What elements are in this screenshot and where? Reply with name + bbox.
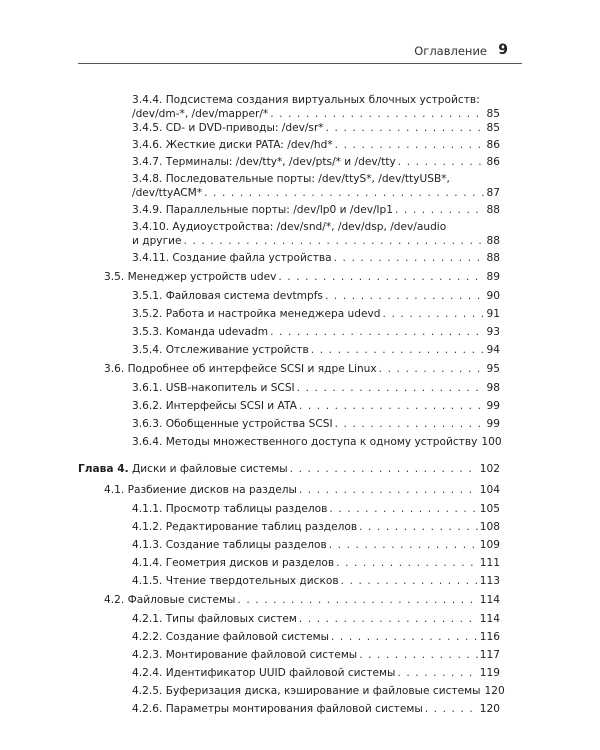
toc-entry-title: 4.2.1. Типы файловых систем <box>132 613 297 625</box>
dot-leader <box>397 666 477 680</box>
dot-leader <box>395 203 485 217</box>
dot-leader <box>329 538 478 552</box>
toc-page-number: 105 <box>479 503 500 515</box>
dot-leader <box>311 343 485 357</box>
toc-page-number: 109 <box>479 539 500 551</box>
toc-entry-title: 3.5. Менеджер устройств udev <box>104 271 277 283</box>
toc-entry-title: 4.1.4. Геометрия дисков и разделов <box>132 557 335 569</box>
toc-entry-3-5-2 <box>132 307 500 321</box>
dot-leader <box>425 702 478 716</box>
toc-entry-title: 3.4.11. Создание файла устройства <box>132 252 332 264</box>
toc-page-number: 111 <box>479 557 500 569</box>
toc-entry-3-5-3 <box>132 325 500 339</box>
toc-entry-title: 3.5.1. Файловая система devtmpfs <box>132 290 323 302</box>
toc-entry-title: 3.5.4. Отслеживание устройств <box>132 344 309 356</box>
toc-page-number: 120 <box>484 685 505 697</box>
toc-entry-3-4-4 <box>132 93 500 121</box>
toc-entry-3-6-1 <box>132 381 500 395</box>
toc-page-number: 90 <box>486 290 500 302</box>
toc-entry-3-4-6 <box>132 138 500 152</box>
toc-entry-title: 4.1.1. Просмотр таблицы разделов <box>132 503 328 515</box>
dot-leader <box>334 251 485 265</box>
toc-page-number: 99 <box>486 418 500 430</box>
page-number: 9 <box>498 42 508 58</box>
toc-entry-3-6 <box>104 362 500 376</box>
toc-entry-title: 3.6.2. Интерфейсы SCSI и ATA <box>132 400 297 412</box>
dot-leader <box>237 593 477 607</box>
toc-page-number: 102 <box>479 463 500 475</box>
toc-entry-title: 4.2.6. Параметры монтирования файловой системы <box>132 703 423 715</box>
toc-page-number: 95 <box>486 363 500 375</box>
toc-entry-title: 3.4.7. Терминалы: /dev/tty*, /dev/pts/* и /dev/tty <box>132 156 396 168</box>
toc-entry-3-5 <box>104 270 500 284</box>
toc-entry-3-4-10 <box>132 220 500 248</box>
toc-entry-title: 3.4.10. Аудиоустройства: /dev/snd/*, /dev/dsp, /dev/audio <box>132 221 447 233</box>
toc-entry-title: 4.2.2. Создание файловой системы <box>132 631 329 643</box>
running-header-title: Оглавление <box>414 44 487 58</box>
dot-leader <box>335 138 485 152</box>
dot-leader <box>341 574 478 588</box>
header-rule <box>78 63 522 64</box>
toc-entry-4-1-2 <box>132 520 500 534</box>
toc-entry-4-2-1 <box>132 612 500 626</box>
toc-entry-title: 4.2. Файловые системы <box>104 594 236 606</box>
toc-entry-3-6-3 <box>132 417 500 431</box>
toc-entry-title: 4.2.5. Буферизация диска, кэширование и файловые системы <box>132 685 481 697</box>
toc-entry-3-5-1 <box>132 289 500 303</box>
toc-entry-4-2-6 <box>132 702 500 716</box>
toc-entry-title-cont: и другие <box>132 235 182 247</box>
toc-entry-title: 4.1. Разбиение дисков на разделы <box>104 484 297 496</box>
dot-leader <box>359 520 478 534</box>
toc-entry-4-2-3 <box>132 648 500 662</box>
toc-entry-3-6-4 <box>132 435 500 449</box>
toc-entry-3-4-5 <box>132 121 500 135</box>
toc-entry-4-2-2 <box>132 630 500 644</box>
toc-page-number: 114 <box>479 613 500 625</box>
toc-entry-title: Диски и файловые системы <box>131 463 288 475</box>
dot-leader <box>204 186 484 200</box>
dot-leader <box>297 381 485 395</box>
toc-page-number: 116 <box>479 631 500 643</box>
dot-leader <box>331 630 478 644</box>
toc-entry-title: 4.2.4. Идентификатор UUID файловой системы <box>132 667 396 679</box>
toc-entry-3-4-8 <box>132 172 500 200</box>
toc-page-number: 89 <box>486 271 500 283</box>
toc-entry-title: 3.5.3. Команда udevadm <box>132 326 269 338</box>
toc-entry-4-2-4 <box>132 666 500 680</box>
toc-entry-title: 4.2.3. Монтирование файловой системы <box>132 649 358 661</box>
toc-page-number: 113 <box>479 575 500 587</box>
toc-entry-title: 3.4.4. Подсистема создания виртуальных блочных устройств: <box>132 94 480 106</box>
toc-entry-3-4-9 <box>132 203 500 217</box>
toc-entry-4-1-1 <box>132 502 500 516</box>
dot-leader <box>299 483 478 497</box>
toc-entry-4-2 <box>104 593 500 607</box>
dot-leader <box>270 325 484 339</box>
toc-page-number: 93 <box>486 326 500 338</box>
toc-page-number: 120 <box>479 703 500 715</box>
dot-leader <box>336 556 478 570</box>
toc-page-number: 85 <box>486 108 500 120</box>
toc-entry-title: 3.5.2. Работа и настройка менеджера udevd <box>132 308 381 320</box>
dot-leader <box>359 648 478 662</box>
toc-page-number: 85 <box>486 122 500 134</box>
toc-entry-title: 3.4.9. Параллельные порты: /dev/lp0 и /dev/lp1 <box>132 204 393 216</box>
toc-entry-4-1 <box>104 483 500 497</box>
dot-leader <box>278 270 484 284</box>
toc-page-number: 88 <box>486 235 500 247</box>
dot-leader <box>326 121 485 135</box>
toc-page-number: 99 <box>486 400 500 412</box>
toc-entry-title: 3.6.4. Методы множественного доступа к одному устройству <box>132 436 478 448</box>
toc-entry-3-6-2 <box>132 399 500 413</box>
toc-page-number: 100 <box>481 436 502 448</box>
toc-entry-title: 3.4.5. CD- и DVD-приводы: /dev/sr* <box>132 122 324 134</box>
toc-page-number: 98 <box>486 382 500 394</box>
toc-entry-title: 4.1.2. Редактирование таблиц разделов <box>132 521 358 533</box>
dot-leader <box>329 502 477 516</box>
toc-entry-3-4-7 <box>132 155 500 169</box>
chapter-label: Глава 4. <box>78 463 129 475</box>
toc-page-number: 119 <box>479 667 500 679</box>
toc-page-number: 86 <box>486 156 500 168</box>
toc-page-number: 108 <box>479 521 500 533</box>
dot-leader <box>290 462 478 476</box>
dot-leader <box>398 155 485 169</box>
dot-leader <box>184 234 485 248</box>
toc-entry-3-4-11 <box>132 251 500 265</box>
toc-entry-title: 4.1.3. Создание таблицы разделов <box>132 539 327 551</box>
toc-page-number: 114 <box>479 594 500 606</box>
toc-entry-title-cont: /dev/ttyACM* <box>132 187 203 199</box>
toc-entry-title: 4.1.5. Чтение твердотельных дисков <box>132 575 339 587</box>
toc-entry-title: 3.4.6. Жесткие диски PATA: /dev/hd* <box>132 139 333 151</box>
toc-entry-4-2-5 <box>132 684 505 698</box>
toc-page-number: 91 <box>486 308 500 320</box>
dot-leader <box>299 612 478 626</box>
running-header <box>0 42 600 62</box>
toc-entry-title: 3.6.3. Обобщенные устройства SCSI <box>132 418 333 430</box>
dot-leader <box>335 417 485 431</box>
toc-page-number: 88 <box>486 252 500 264</box>
toc-entry-title: 3.4.8. Последовательные порты: /dev/ttyS*, /dev/ttyUSB*, <box>132 173 450 185</box>
dot-leader <box>270 107 484 121</box>
dot-leader <box>299 399 485 413</box>
toc-entry-3-5-4 <box>132 343 500 357</box>
toc-entry-4-1-3 <box>132 538 500 552</box>
dot-leader <box>379 362 485 376</box>
toc-page-number: 87 <box>486 187 500 199</box>
toc-entry-title-cont: /dev/dm-*, /dev/mapper/* <box>132 108 269 120</box>
toc-entry-chapter-4 <box>78 462 500 476</box>
toc-entry-title: 3.6. Подробнее об интерфейсе SCSI и ядре Linux <box>104 363 377 375</box>
dot-leader <box>383 307 485 321</box>
toc-page-number: 104 <box>479 484 500 496</box>
toc-page-number: 94 <box>486 344 500 356</box>
toc-page-number: 88 <box>486 204 500 216</box>
toc-page-number: 86 <box>486 139 500 151</box>
toc-entry-4-1-4 <box>132 556 500 570</box>
dot-leader <box>325 289 485 303</box>
toc-page-number: 117 <box>479 649 500 661</box>
toc-entry-4-1-5 <box>132 574 500 588</box>
toc-entry-title: 3.6.1. USB-накопитель и SCSI <box>132 382 295 394</box>
